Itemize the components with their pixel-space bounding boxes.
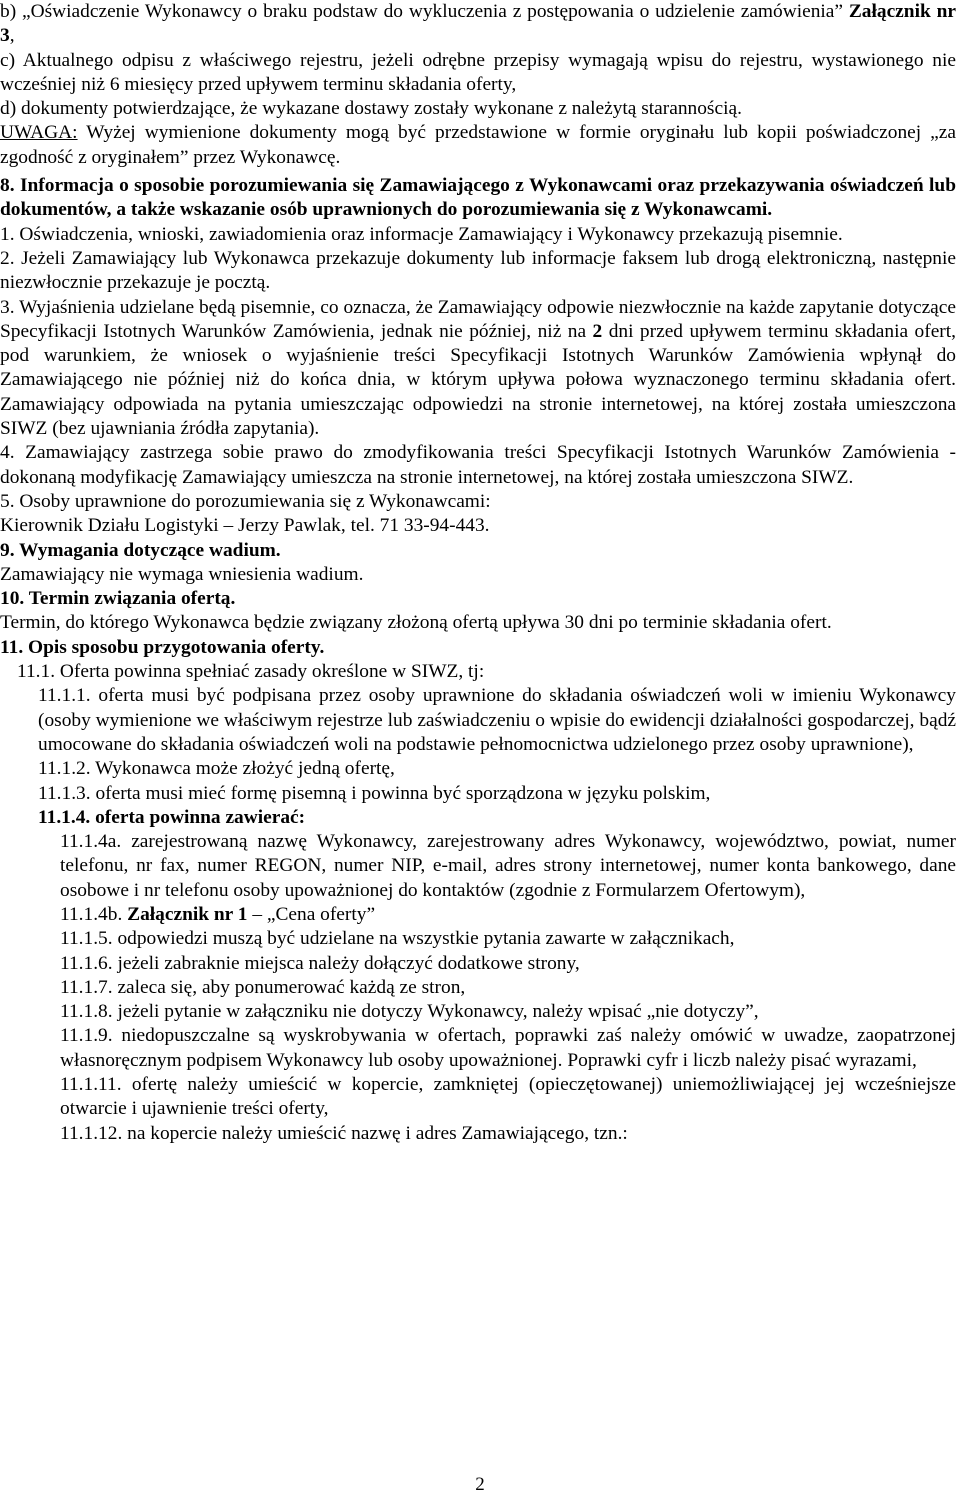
section-11-1-4b xyxy=(0,903,956,927)
note-paragraph xyxy=(0,121,956,170)
paragraph-c: c) Aktualnego odpisu z właściwego rejestru, jeżeli odrębne przepisy wymagają wpisu do rejestru, wystawionego nie wcześniej niż 6 miesięcy przed upływem terminu składania oferty, xyxy=(0,49,956,95)
section-11-1-6: 11.1.6. jeżeli zabraknie miejsca należy dołączyć dodatkowe strony, xyxy=(60,952,580,974)
section-11-heading: 11. Opis sposobu przygotowania oferty. xyxy=(0,636,325,658)
paragraph-b-text: b) „Oświadczenie Wykonawcy o braku podstaw do wykluczenia z postępowania o udzielenie zamówienia” xyxy=(0,1,849,22)
section-11-1-1: 11.1.1. oferta musi być podpisana przez osoby uprawnione do składania oświadczeń woli w imieniu Wykonawcy (osoby wymienione we właściwym rejestrze lub zaświadczeniu o wpisie do ewidencji działalności gospodarczej, bądź umocowane do składania oświadczeń woli na podstawie pełnomocnictwa udzielonego przez osoby uprawnione), xyxy=(38,685,956,755)
section-8-item-1: 1. Oświadczenia, wnioski, zawiadomienia oraz informacje Zamawiający i Wykonawcy przekazują pisemnie. xyxy=(0,223,843,245)
paragraph-b xyxy=(0,0,956,49)
section-8-item-5: 5. Osoby uprawnione do porozumiewania się z Wykonawcami: xyxy=(0,490,491,512)
section-11-1-2: 11.1.2. Wykonawca może złożyć jedną ofertę, xyxy=(38,758,395,780)
section-11-1-3: 11.1.3. oferta musi mieć formę pisemną i powinna być sporządzona w języku polskim, xyxy=(38,782,711,804)
section-8-item-3-text-b: dni przed upływem terminu składania ofert, pod warunkiem, że wniosek o wyjaśnienie treści Specyfikacji Istotnych Warunków Zamówienia wpłynął do Zamawiającego nie później niż do końca dnia, w którym upływa połowa wyznaczonego terminu składania ofert. Zamawiający odpowiada na pytania umieszczając odpowiedzi na stronie internetowej, na której została umieszczona SIWZ (bez ujawniania źródła zapytania). xyxy=(0,320,956,440)
section-8-item-3-text-a: 3. Wyjaśnienia udzielane będą pisemnie, co oznacza, że Zamawiający odpowie niezwłocznie na każde zapytanie dotyczące Specyfikacji Istotnych Warunków Zamówienia, jednak nie później, niż na xyxy=(0,296,956,342)
section-11-1-4a: 11.1.4a. zarejestrowaną nazwę Wykonawcy, zarejestrowany adres Wykonawcy, województwo, powiat, numer telefonu, nr fax, numer REGON, numer NIP, e-mail, adres strony internetowej, numer konta bankowego, dane osobowe i nr telefonu osoby upoważnionej do kontaktów (zgodnie z Formularzem Ofertowym), xyxy=(60,831,956,901)
contact-person: Kierownik Działu Logistyki – Jerzy Pawlak, tel. 71 33-94-443. xyxy=(0,515,490,537)
section-10-heading: 10. Termin związania ofertą. xyxy=(0,588,236,610)
section-9-text: Zamawiający nie wymaga wniesienia wadium. xyxy=(0,563,364,585)
section-11-1-4: 11.1.4. oferta powinna zawierać: xyxy=(38,806,306,828)
section-8-item-4: 4. Zamawiający zastrzega sobie prawo do zmodyfikowania treści Specyfikacji Istotnych Warunków Zamówienia - dokonaną modyfikację Zamawiający umieszcza na stronie internetowej, na której została umieszczona SIWZ. xyxy=(0,442,956,488)
section-11-1-4b-suffix: – „Cena oferty” xyxy=(247,903,376,925)
section-10-text: Termin, do którego Wykonawca będzie związany złożoną ofertą upływa 30 dni po terminie składania ofert. xyxy=(0,612,832,634)
section-8-item-3 xyxy=(0,296,956,442)
paragraph-d: d) dokumenty potwierdzające, że wykazane dostawy zostały wykonane z należytą starannością. xyxy=(0,98,742,120)
section-11-1-11: 11.1.11. ofertę należy umieścić w kopercie, zamkniętej (opieczętowanej) uniemożliwiającej jej wcześniejsze otwarcie i ujawnienie treści oferty, xyxy=(60,1074,956,1120)
days-count: 2 xyxy=(592,320,603,342)
section-11-1: 11.1. Oferta powinna spełniać zasady określone w SIWZ, tj: xyxy=(17,661,485,683)
section-11-1-12: 11.1.12. na kopercie należy umieścić nazwę i adres Zamawiającego, tzn.: xyxy=(60,1122,628,1144)
section-11-1-9: 11.1.9. niedopuszczalne są wyskrobywania w ofertach, poprawki zaś należy omówić w uwadze, zaopatrzonej własnoręcznym podpisem Wykonawcy lub osoby upoważnionej. Poprawki cyfr i liczb należy pisać wyrazami, xyxy=(60,1025,956,1071)
section-8-item-2: 2. Jeżeli Zamawiający lub Wykonawca przekazuje dokumenty lub informacje faksem lub drogą elektroniczną, następnie niezwłocznie przekazuje je pocztą. xyxy=(0,247,956,294)
note-text: Wyżej wymienione dokumenty mogą być przedstawione w formie oryginału lub kopii poświadczonej „za zgodność z oryginałem” przez Wykonawcę. xyxy=(0,122,956,168)
section-11-1-8: 11.1.8. jeżeli pytanie w załączniku nie dotyczy Wykonawcy, należy wpisać „nie dotyczy”, xyxy=(60,1001,759,1023)
section-11-1-4b-number: 11.1.4b. xyxy=(60,903,128,925)
paragraph-b-suffix: , xyxy=(9,25,15,47)
section-11-1-5: 11.1.5. odpowiedzi muszą być udzielane na wszystkie pytania zawarte w załącznikach, xyxy=(60,928,735,950)
attachment-3-ref: Załącznik nr 3 xyxy=(0,1,956,47)
page-number: 2 xyxy=(475,1474,485,1495)
section-8-heading: 8. Informacja o sposobie porozumiewania się Zamawiającego z Wykonawcami oraz przekazywania oświadczeń lub dokumentów, a także wskazanie osób uprawnionych do porozumiewania się z Wykonawcami. xyxy=(0,175,956,221)
section-9-heading: 9. Wymagania dotyczące wadium. xyxy=(0,539,281,561)
note-label: UWAGA: xyxy=(0,122,78,144)
attachment-1-ref: Załącznik nr 1 xyxy=(127,903,248,925)
section-11-1-7: 11.1.7. zaleca się, aby ponumerować każdą ze stron, xyxy=(60,976,466,998)
